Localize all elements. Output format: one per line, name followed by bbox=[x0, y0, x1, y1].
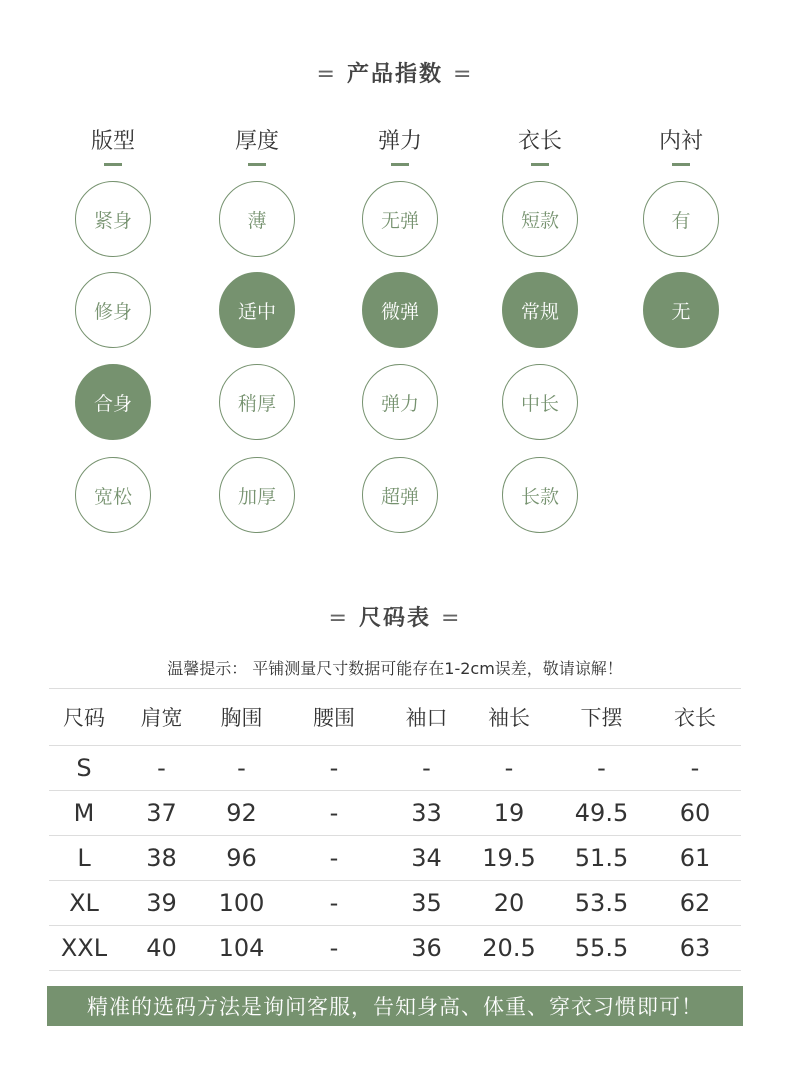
size-label-cell: M bbox=[49, 791, 119, 836]
measurement-cell: 37 bbox=[119, 791, 204, 836]
measurement-cell: 40 bbox=[119, 926, 204, 971]
measurement-cell: 19.5 bbox=[464, 836, 554, 881]
table-row bbox=[49, 836, 741, 881]
index-column-heading bbox=[485, 124, 595, 166]
index-column-label: 内衬 bbox=[658, 129, 703, 154]
measurement-cell: - bbox=[204, 746, 279, 791]
index-option: 紧身 bbox=[75, 181, 151, 257]
product-index-title-text: 产品指数 bbox=[346, 62, 443, 87]
measurement-cell: 51.5 bbox=[554, 836, 649, 881]
measurement-cell: - bbox=[279, 926, 389, 971]
size-table bbox=[49, 688, 741, 971]
index-column-label: 版型 bbox=[90, 129, 135, 154]
measurement-cell: - bbox=[389, 746, 464, 791]
measurement-cell: 19 bbox=[464, 791, 554, 836]
measurement-cell: 92 bbox=[204, 791, 279, 836]
measurement-cell: 96 bbox=[204, 836, 279, 881]
index-option: 修身 bbox=[75, 272, 151, 348]
measurement-cell: 104 bbox=[204, 926, 279, 971]
measurement-cell: 36 bbox=[389, 926, 464, 971]
size-chart-title-text: 尺码表 bbox=[358, 606, 431, 631]
heading-underline bbox=[391, 163, 409, 166]
heading-underline bbox=[248, 163, 266, 166]
table-row bbox=[49, 746, 741, 791]
index-option: 有 bbox=[643, 181, 719, 257]
size-label-cell: L bbox=[49, 836, 119, 881]
size-chart-title bbox=[0, 601, 790, 632]
measurement-cell: 34 bbox=[389, 836, 464, 881]
index-option-selected: 常规 bbox=[502, 272, 578, 348]
measurement-cell: - bbox=[279, 791, 389, 836]
index-option: 稍厚 bbox=[219, 364, 295, 440]
measurement-cell: 55.5 bbox=[554, 926, 649, 971]
measurement-cell: 20 bbox=[464, 881, 554, 926]
table-row bbox=[49, 791, 741, 836]
title-deco-right: = bbox=[453, 62, 474, 87]
measurement-cell: - bbox=[464, 746, 554, 791]
column-header: 尺码 bbox=[49, 689, 119, 746]
size-label-cell: XL bbox=[49, 881, 119, 926]
measurement-cell: - bbox=[119, 746, 204, 791]
index-column-heading bbox=[626, 124, 736, 166]
measurement-cell: - bbox=[279, 836, 389, 881]
index-option: 无弹 bbox=[362, 181, 438, 257]
product-index-title bbox=[0, 57, 790, 88]
index-option-selected: 无 bbox=[643, 272, 719, 348]
index-option-selected: 微弹 bbox=[362, 272, 438, 348]
index-column-heading bbox=[345, 124, 455, 166]
index-option: 短款 bbox=[502, 181, 578, 257]
measurement-cell: 63 bbox=[649, 926, 741, 971]
measurement-cell: 33 bbox=[389, 791, 464, 836]
sizing-advice-banner: 精准的选码方法是询问客服，告知身高、体重、穿衣习惯即可！ bbox=[47, 986, 743, 1026]
index-column-label: 弹力 bbox=[377, 129, 422, 154]
column-header: 衣长 bbox=[649, 689, 741, 746]
size-label-cell: S bbox=[49, 746, 119, 791]
title-deco-right: = bbox=[441, 606, 462, 631]
heading-underline bbox=[531, 163, 549, 166]
column-header: 肩宽 bbox=[119, 689, 204, 746]
heading-underline bbox=[104, 163, 122, 166]
measurement-cell: - bbox=[554, 746, 649, 791]
measurement-cell: - bbox=[649, 746, 741, 791]
measurement-cell: 20.5 bbox=[464, 926, 554, 971]
index-option: 弹力 bbox=[362, 364, 438, 440]
index-column-heading bbox=[202, 124, 312, 166]
column-header: 袖口 bbox=[389, 689, 464, 746]
size-tip: 温馨提示： 平铺测量尺寸数据可能存在1-2cm误差，敬请谅解！ bbox=[167, 659, 623, 678]
title-deco-left: = bbox=[316, 62, 337, 87]
measurement-cell: 49.5 bbox=[554, 791, 649, 836]
measurement-cell: 60 bbox=[649, 791, 741, 836]
index-option: 中长 bbox=[502, 364, 578, 440]
index-option-selected: 合身 bbox=[75, 364, 151, 440]
title-deco-left: = bbox=[328, 606, 349, 631]
index-option: 长款 bbox=[502, 457, 578, 533]
measurement-cell: 53.5 bbox=[554, 881, 649, 926]
size-table-header bbox=[49, 689, 741, 746]
size-label-cell: XXL bbox=[49, 926, 119, 971]
column-header: 腰围 bbox=[279, 689, 389, 746]
index-option: 超弹 bbox=[362, 457, 438, 533]
column-header: 胸围 bbox=[204, 689, 279, 746]
measurement-cell: 35 bbox=[389, 881, 464, 926]
index-option: 加厚 bbox=[219, 457, 295, 533]
index-option-selected: 适中 bbox=[219, 272, 295, 348]
index-option: 薄 bbox=[219, 181, 295, 257]
column-header: 袖长 bbox=[464, 689, 554, 746]
index-column-label: 衣长 bbox=[517, 129, 562, 154]
measurement-cell: 39 bbox=[119, 881, 204, 926]
measurement-cell: 62 bbox=[649, 881, 741, 926]
measurement-cell: 38 bbox=[119, 836, 204, 881]
heading-underline bbox=[672, 163, 690, 166]
measurement-cell: 61 bbox=[649, 836, 741, 881]
measurement-cell: 100 bbox=[204, 881, 279, 926]
index-column-heading bbox=[58, 124, 168, 166]
measurement-cell: - bbox=[279, 746, 389, 791]
column-header: 下摆 bbox=[554, 689, 649, 746]
table-row bbox=[49, 926, 741, 971]
index-column-label: 厚度 bbox=[234, 129, 279, 154]
index-option: 宽松 bbox=[75, 457, 151, 533]
table-row bbox=[49, 881, 741, 926]
measurement-cell: - bbox=[279, 881, 389, 926]
